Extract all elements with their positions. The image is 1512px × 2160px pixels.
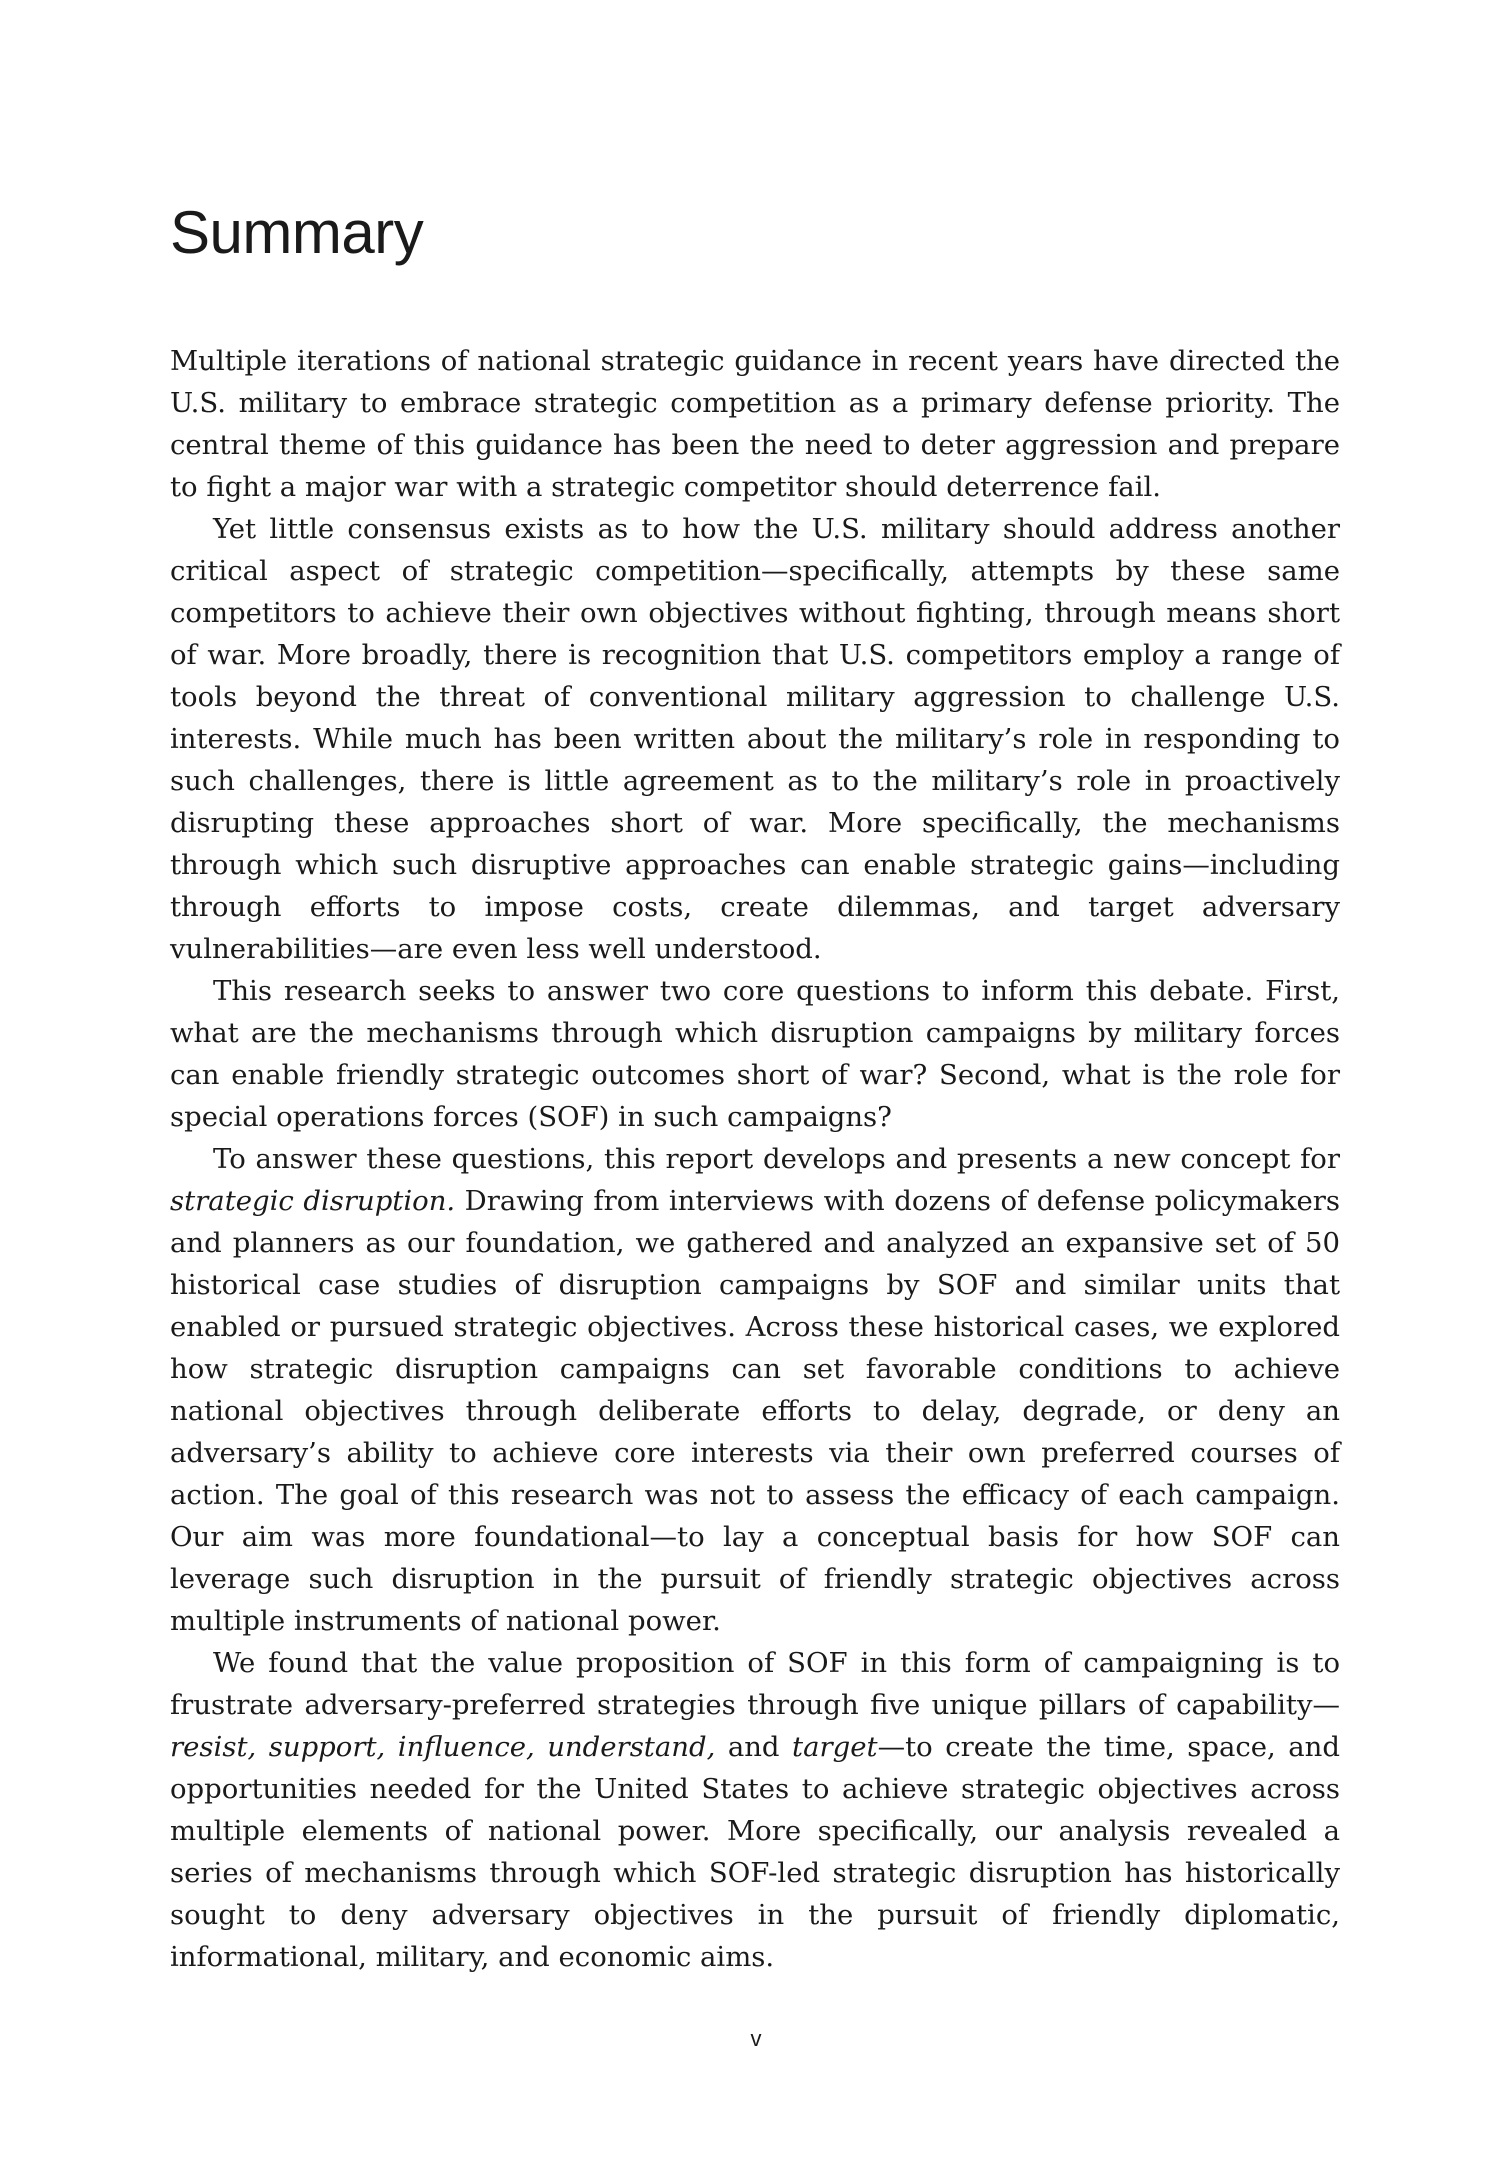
text-run: Multiple iterations of national strategic guidance in recent years have directed the U.S. military to embrace strategic competition as a primary defense priority. The central theme of this guidance has been the need to deter aggression and prepare to fight a major war with a strategic competitor should deterrence fail. (170, 345, 1340, 503)
paragraph (170, 1642, 1340, 1978)
paragraph (170, 340, 1340, 508)
text-run: and (715, 1731, 793, 1763)
page-title: Summary (170, 199, 424, 266)
page-number: v (750, 2026, 762, 2051)
italic-text: target (792, 1731, 878, 1763)
text-run: Drawing from interviews with dozens of defense policymakers and planners as our foundation, we gathered and analyzed an expansive set of 50 historical case studies of disruption campaigns by SOF and similar units that enabled or pursued strategic objectives. Across these historical cases, we explored how strategic disruption campaigns can set favorable conditions to achieve national objectives through deliberate efforts to delay, degrade, or deny an adversary’s ability to achieve core interests via their own preferred courses of action. The goal of this research was not to assess the efficacy of each campaign. Our aim was more foundational—to lay a conceptual basis for how SOF can leverage such disruption in the pursuit of friendly strategic objectives across multiple instruments of national power. (170, 1185, 1340, 1637)
italic-text: resist, support, influence, understand, (170, 1731, 716, 1763)
text-run: Yet little consensus exists as to how the U.S. military should address another critical aspect of strategic competition—specifically, attempts by these same competitors to achieve their own objectives without fighting, through means short of war. More broadly, there is recognition that U.S. competitors employ a range of tools beyond the threat of conventional military aggression to challenge U.S. interests. While much has been written about the military’s role in responding to such challenges, there is little agreement as to the military’s role in proactively disrupting these approaches short of war. More specifically, the mechanisms through which such disruptive approaches can enable strategic gains—including through efforts to impose costs, create dilemmas, and target adversary vulnerabilities—are even less well understood. (170, 513, 1340, 965)
text-run: This research seeks to answer two core questions to inform this debate. First, what are the mechanisms through which disruption campaigns by military forces can enable friendly strategic outcomes short of war? Second, what is the role for special operations forces (SOF) in such campaigns? (170, 975, 1340, 1133)
text-run: —to create the time, space, and opportunities needed for the United States to achieve strategic objectives across multiple elements of national power. More specifically, our analysis revealed a series of mechanisms through which SOF-led strategic disruption has historically sought to deny adversary objectives in the pursuit of friendly diplomatic, informational, military, and economic aims. (170, 1731, 1340, 1973)
body-text (170, 340, 1340, 1978)
text-run: We found that the value proposition of SOF in this form of campaigning is to frustrate adversary-preferred strategies through five unique pillars of capability— (170, 1647, 1340, 1721)
text-run: To answer these questions, this report develops and presents a new concept for (213, 1143, 1340, 1175)
paragraph (170, 1138, 1340, 1642)
italic-text: strategic disruption. (170, 1185, 456, 1217)
paragraph (170, 970, 1340, 1138)
paragraph (170, 508, 1340, 970)
